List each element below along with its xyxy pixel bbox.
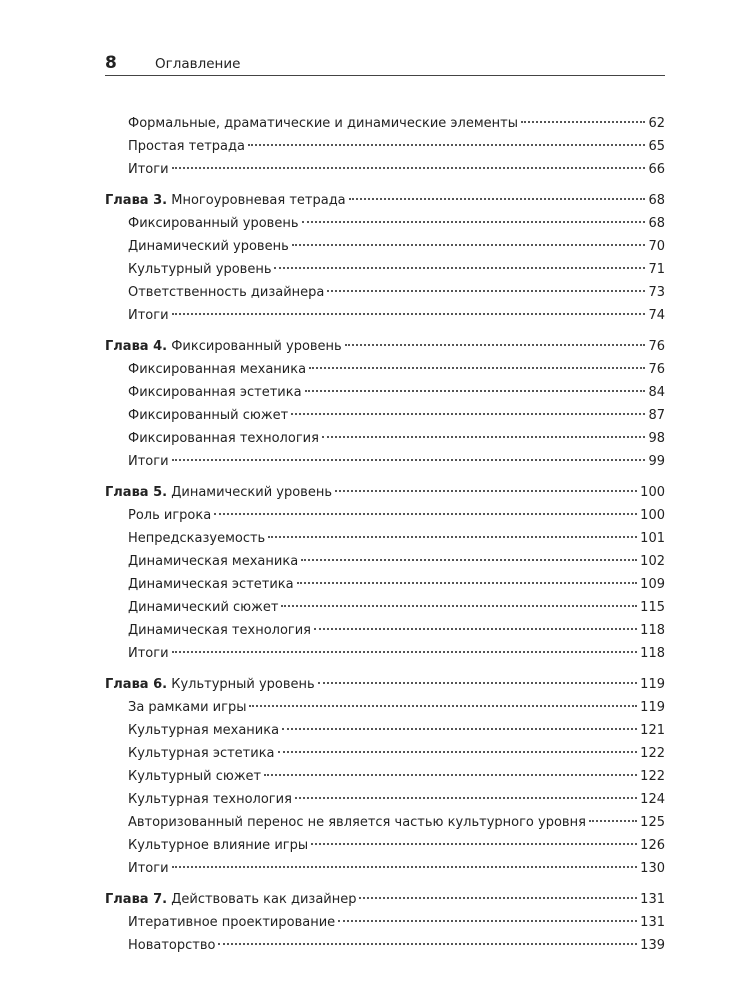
page-ref: 76 <box>648 362 665 377</box>
page-ref: 119 <box>640 700 665 715</box>
section-title: Итоги <box>128 308 169 323</box>
page-ref: 126 <box>640 838 665 853</box>
toc-section-entry[interactable] <box>105 304 665 327</box>
toc-section-entry[interactable] <box>105 158 665 181</box>
dot-leader <box>589 820 637 822</box>
section-title: Динамический уровень <box>128 239 289 254</box>
toc-section-entry[interactable] <box>105 811 665 834</box>
toc-section-entry[interactable] <box>105 281 665 304</box>
dot-leader <box>172 866 638 868</box>
dot-leader <box>278 751 638 753</box>
chapter-name: Фиксированный уровень <box>171 339 342 354</box>
page-ref: 131 <box>640 915 665 930</box>
toc-section-entry[interactable] <box>105 427 665 450</box>
chapter-name: Динамический уровень <box>171 485 332 500</box>
toc-chapter-entry[interactable] <box>105 189 665 212</box>
page-ref: 118 <box>640 623 665 638</box>
dot-leader <box>338 920 637 922</box>
toc-section-entry[interactable] <box>105 212 665 235</box>
page-number: 8 <box>105 53 117 73</box>
dot-leader <box>274 267 645 269</box>
toc-section-entry[interactable] <box>105 642 665 665</box>
section-title: Итоги <box>128 162 169 177</box>
chapter-title <box>105 888 356 911</box>
dot-leader <box>218 943 637 945</box>
chapter-label: Глава 5. <box>105 485 168 500</box>
page-ref: 131 <box>640 892 665 907</box>
dot-leader <box>249 705 637 707</box>
page-ref: 115 <box>640 600 665 615</box>
section-title: Культурная эстетика <box>128 746 275 761</box>
toc-section-entry[interactable] <box>105 358 665 381</box>
toc-group <box>105 189 665 327</box>
dot-leader <box>314 628 637 630</box>
dot-leader <box>345 344 646 346</box>
toc-chapter-entry[interactable] <box>105 673 665 696</box>
dot-leader <box>295 797 637 799</box>
dot-leader <box>282 728 637 730</box>
page-ref: 84 <box>648 385 665 400</box>
dot-leader <box>311 843 637 845</box>
dot-leader <box>281 605 637 607</box>
section-title: Культурный уровень <box>128 262 272 277</box>
section-title: Культурная технология <box>128 792 292 807</box>
page-ref: 74 <box>648 308 665 323</box>
toc-group <box>105 888 665 957</box>
chapter-title <box>105 481 332 504</box>
section-title: Фиксированный уровень <box>128 216 299 231</box>
toc-section-entry[interactable] <box>105 235 665 258</box>
toc-section-entry[interactable] <box>105 619 665 642</box>
dot-leader <box>214 513 637 515</box>
page-ref: 68 <box>648 216 665 231</box>
toc-section-entry[interactable] <box>105 135 665 158</box>
section-title: Динамический сюжет <box>128 600 279 615</box>
chapter-title <box>105 673 315 696</box>
toc-section-entry[interactable] <box>105 381 665 404</box>
dot-leader <box>349 198 646 200</box>
page-ref: 70 <box>648 239 665 254</box>
section-title: Итоги <box>128 454 169 469</box>
page-ref: 139 <box>640 938 665 953</box>
page-ref: 73 <box>648 285 665 300</box>
dot-leader <box>327 290 645 292</box>
chapter-label: Глава 7. <box>105 892 168 907</box>
toc-chapter-entry[interactable] <box>105 481 665 504</box>
section-title: За рамками игры <box>128 700 247 715</box>
dot-leader <box>264 774 637 776</box>
section-title: Фиксированная эстетика <box>128 385 302 400</box>
table-of-contents <box>105 112 665 965</box>
section-title: Динамическая механика <box>128 554 299 569</box>
toc-group <box>105 481 665 665</box>
section-title: Простая тетрада <box>128 139 245 154</box>
dot-leader <box>291 413 645 415</box>
page-ref: 66 <box>648 162 665 177</box>
page-ref: 124 <box>640 792 665 807</box>
section-title: Непредсказуемость <box>128 531 266 546</box>
chapter-name: Действовать как дизайнер <box>171 892 357 907</box>
dot-leader <box>521 121 645 123</box>
toc-section-entry[interactable] <box>105 450 665 473</box>
toc-section-entry[interactable] <box>105 765 665 788</box>
dot-leader <box>359 897 637 899</box>
dot-leader <box>172 651 638 653</box>
page-ref: 98 <box>648 431 665 446</box>
toc-section-entry[interactable] <box>105 504 665 527</box>
toc-section-entry[interactable] <box>105 112 665 135</box>
toc-section-entry[interactable] <box>105 857 665 880</box>
page-header <box>105 53 665 76</box>
toc-section-entry[interactable] <box>105 258 665 281</box>
toc-section-entry[interactable] <box>105 404 665 427</box>
page-ref: 76 <box>648 339 665 354</box>
dot-leader <box>172 313 646 315</box>
section-title: Роль игрока <box>128 508 212 523</box>
section-title: Культурная механика <box>128 723 280 738</box>
section-title: Итоги <box>128 861 169 876</box>
dot-leader <box>172 459 646 461</box>
page-ref: 119 <box>640 677 665 692</box>
page-ref: 118 <box>640 646 665 661</box>
section-title: Итеративное проектирование <box>128 915 336 930</box>
dot-leader <box>322 436 646 438</box>
toc-section-entry[interactable] <box>105 911 665 934</box>
dot-leader <box>172 167 646 169</box>
page-ref: 122 <box>640 769 665 784</box>
toc-section-entry[interactable] <box>105 834 665 857</box>
toc-group <box>105 673 665 880</box>
dot-leader <box>335 490 637 492</box>
page-ref: 125 <box>640 815 665 830</box>
page-ref: 68 <box>648 193 665 208</box>
chapter-label: Глава 6. <box>105 677 168 692</box>
section-title: Динамическая эстетика <box>128 577 294 592</box>
dot-leader <box>318 682 637 684</box>
chapter-name: Многоуровневая тетрада <box>171 193 346 208</box>
page-ref: 100 <box>640 485 665 500</box>
section-title: Авторизованный перенос не является частью культурного уровня <box>128 815 586 830</box>
chapter-title <box>105 335 342 358</box>
page-ref: 121 <box>640 723 665 738</box>
dot-leader <box>305 390 646 392</box>
section-title: Культурный сюжет <box>128 769 262 784</box>
toc-section-entry[interactable] <box>105 719 665 742</box>
toc-section-entry[interactable] <box>105 742 665 765</box>
dot-leader <box>309 367 645 369</box>
toc-section-entry[interactable] <box>105 596 665 619</box>
page-ref: 130 <box>640 861 665 876</box>
toc-section-entry[interactable] <box>105 696 665 719</box>
page-ref: 122 <box>640 746 665 761</box>
page-ref: 109 <box>640 577 665 592</box>
page-ref: 99 <box>648 454 665 469</box>
toc-section-entry[interactable] <box>105 527 665 550</box>
toc-section-entry[interactable] <box>105 550 665 573</box>
page-ref: 101 <box>640 531 665 546</box>
dot-leader <box>297 582 638 584</box>
section-title: Культурное влияние игры <box>128 838 309 853</box>
page-ref: 71 <box>648 262 665 277</box>
dot-leader <box>302 221 646 223</box>
toc-group <box>105 112 665 181</box>
dot-leader <box>292 244 646 246</box>
toc-chapter-entry[interactable] <box>105 335 665 358</box>
toc-group <box>105 335 665 473</box>
section-title: Фиксированный сюжет <box>128 408 289 423</box>
section-title: Фиксированная механика <box>128 362 307 377</box>
page-ref: 100 <box>640 508 665 523</box>
page-ref: 102 <box>640 554 665 569</box>
chapter-label: Глава 4. <box>105 339 168 354</box>
running-title: Оглавление <box>155 56 241 72</box>
section-title: Динамическая технология <box>128 623 312 638</box>
chapter-name: Культурный уровень <box>171 677 315 692</box>
section-title: Новаторство <box>128 938 216 953</box>
toc-section-entry[interactable] <box>105 934 665 957</box>
section-title: Ответственность дизайнера <box>128 285 325 300</box>
dot-leader <box>301 559 637 561</box>
page-ref: 87 <box>648 408 665 423</box>
toc-section-entry[interactable] <box>105 573 665 596</box>
toc-section-entry[interactable] <box>105 788 665 811</box>
chapter-title <box>105 189 346 212</box>
dot-leader <box>268 536 637 538</box>
section-title: Формальные, драматические и динамические элементы <box>128 116 519 131</box>
page-ref: 62 <box>648 116 665 131</box>
section-title: Итоги <box>128 646 169 661</box>
toc-chapter-entry[interactable] <box>105 888 665 911</box>
section-title: Фиксированная технология <box>128 431 319 446</box>
chapter-label: Глава 3. <box>105 193 168 208</box>
dot-leader <box>248 144 646 146</box>
page-ref: 65 <box>648 139 665 154</box>
